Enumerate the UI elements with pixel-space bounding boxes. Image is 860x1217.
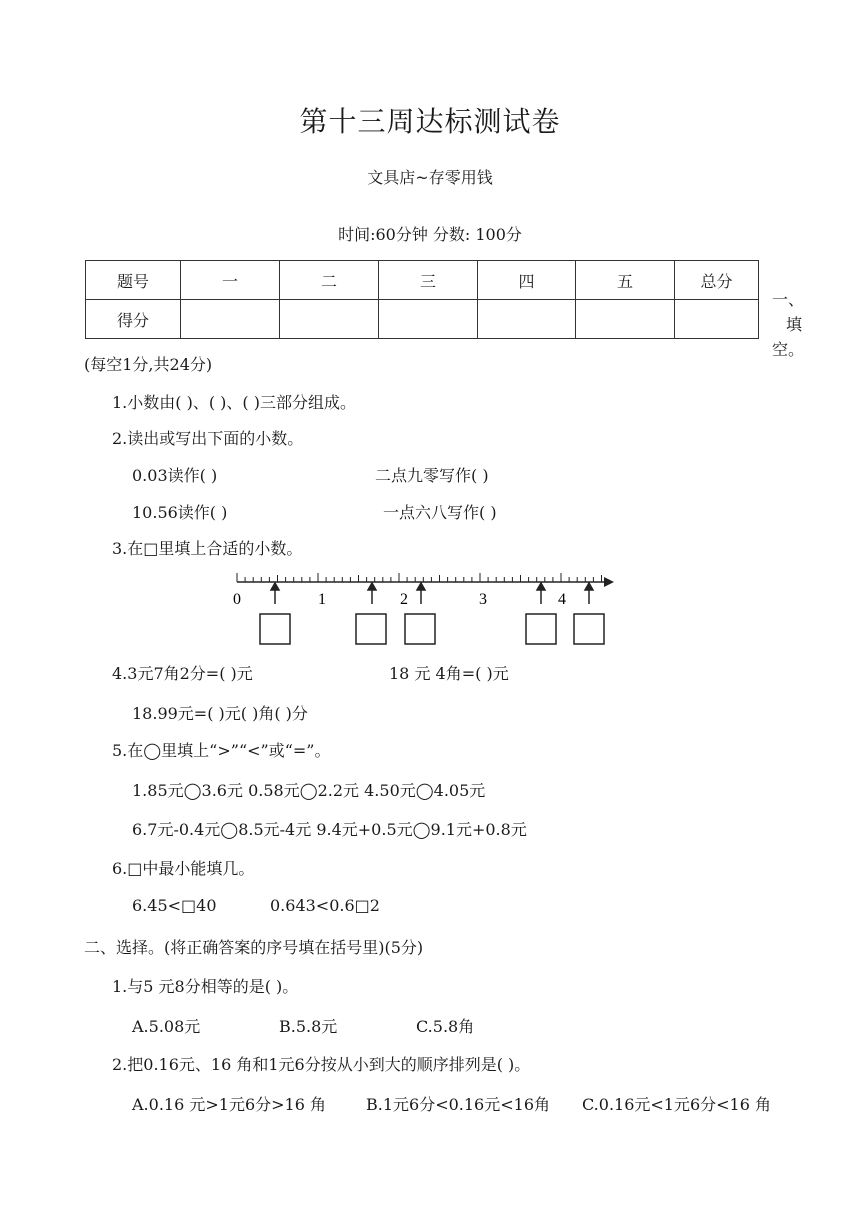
answer-box[interactable] — [356, 614, 386, 644]
section1-heading-line: 空。 — [772, 340, 805, 359]
number-line-label: 3 — [479, 591, 487, 608]
up-arrow-icon — [417, 583, 425, 590]
question-6-a: 6.45<□40 — [132, 896, 217, 915]
up-arrow-icon — [537, 583, 545, 590]
question-2-b: 二点九零写作( ) — [375, 466, 489, 485]
question-2-c: 10.56读作( ) — [132, 503, 228, 522]
score-table-header-cell: 一 — [181, 261, 280, 300]
option-c: C.5.8角 — [416, 1017, 475, 1036]
question-6-b: 0.643<0.6□2 — [270, 896, 380, 915]
question-2-a: 0.03读作( ) — [132, 466, 218, 485]
score-table — [85, 260, 759, 339]
section1-heading — [772, 287, 804, 362]
option-a: A.5.08元 — [132, 1017, 201, 1036]
question-5-row2: 6.7元-0.4元◯8.5元-4元 9.4元+0.5元◯9.1元+0.8元 — [132, 820, 527, 839]
score-table-header-row — [86, 261, 759, 300]
section2-question-2-stem: 2.把0.16元、16 角和1元6分按从小到大的顺序排列是( )。 — [112, 1055, 531, 1074]
score-table-score-row — [86, 300, 759, 339]
number-line-label: 1 — [318, 591, 326, 608]
up-arrow-icon — [271, 583, 279, 590]
page-subtitle: 文具店~存零用钱 — [367, 168, 493, 187]
up-arrow-icon — [368, 583, 376, 590]
score-table-row-label: 得分 — [86, 300, 181, 339]
answer-box[interactable] — [574, 614, 604, 644]
question-6-stem: 6.□中最小能填几。 — [112, 859, 255, 878]
number-line-arrowhead — [604, 577, 614, 587]
score-cell[interactable] — [379, 300, 478, 339]
option-a: A.0.16 元>1元6分>16 角 — [132, 1095, 326, 1114]
question-1: 1.小数由( )、( )、( )三部分组成。 — [112, 393, 356, 412]
section1-heading-line: 填 — [786, 315, 803, 334]
score-cell[interactable] — [478, 300, 576, 339]
number-line — [230, 570, 620, 650]
score-table-header-cell: 五 — [576, 261, 675, 300]
number-line-label: 2 — [400, 591, 408, 608]
number-line-label: 0 — [233, 591, 241, 608]
score-cell[interactable] — [280, 300, 379, 339]
question-4-c: 18.99元=( )元( )角( )分 — [132, 704, 308, 723]
question-4-a: 4.3元7角2分=( )元 — [112, 664, 253, 683]
question-3-stem: 3.在□里填上合适的小数。 — [112, 539, 303, 558]
score-table-header-cell: 总分 — [675, 261, 759, 300]
question-5-row1: 1.85元◯3.6元 0.58元◯2.2元 4.50元◯4.05元 — [132, 781, 486, 800]
question-2-stem: 2.读出或写出下面的小数。 — [112, 429, 304, 448]
score-cell[interactable] — [576, 300, 675, 339]
section1-note: (每空1分,共24分) — [84, 355, 213, 374]
option-b: B.5.8元 — [279, 1017, 338, 1036]
score-cell[interactable] — [675, 300, 759, 339]
question-4-b: 18 元 4角=( )元 — [389, 664, 509, 683]
answer-box[interactable] — [526, 614, 556, 644]
time-score-info: 时间:60分钟 分数: 100分 — [338, 225, 522, 244]
score-table-header-cell: 二 — [280, 261, 379, 300]
section2-question-1-stem: 1.与5 元8分相等的是( )。 — [112, 977, 299, 996]
section2-heading: 二、选择。(将正确答案的序号填在括号里)(5分) — [84, 938, 424, 957]
question-2-d: 一点六八写作( ) — [383, 503, 497, 522]
number-line-label: 4 — [558, 591, 566, 608]
section1-heading-line: 一、 — [772, 290, 805, 309]
number-line-ticks — [237, 573, 602, 582]
score-table-header-cell: 四 — [478, 261, 576, 300]
up-arrow-icon — [585, 583, 593, 590]
answer-box[interactable] — [405, 614, 435, 644]
option-b: B.1元6分<0.16元<16角 — [366, 1095, 551, 1114]
option-c: C.0.16元<1元6分<16 角 — [582, 1095, 772, 1114]
score-table-header-cell: 三 — [379, 261, 478, 300]
question-5-stem: 5.在◯里填上“>”“<”或“=”。 — [112, 741, 331, 760]
page-title: 第十三周达标测试卷 — [299, 105, 561, 138]
score-table-header-cell: 题号 — [86, 261, 181, 300]
answer-box[interactable] — [260, 614, 290, 644]
score-cell[interactable] — [181, 300, 280, 339]
